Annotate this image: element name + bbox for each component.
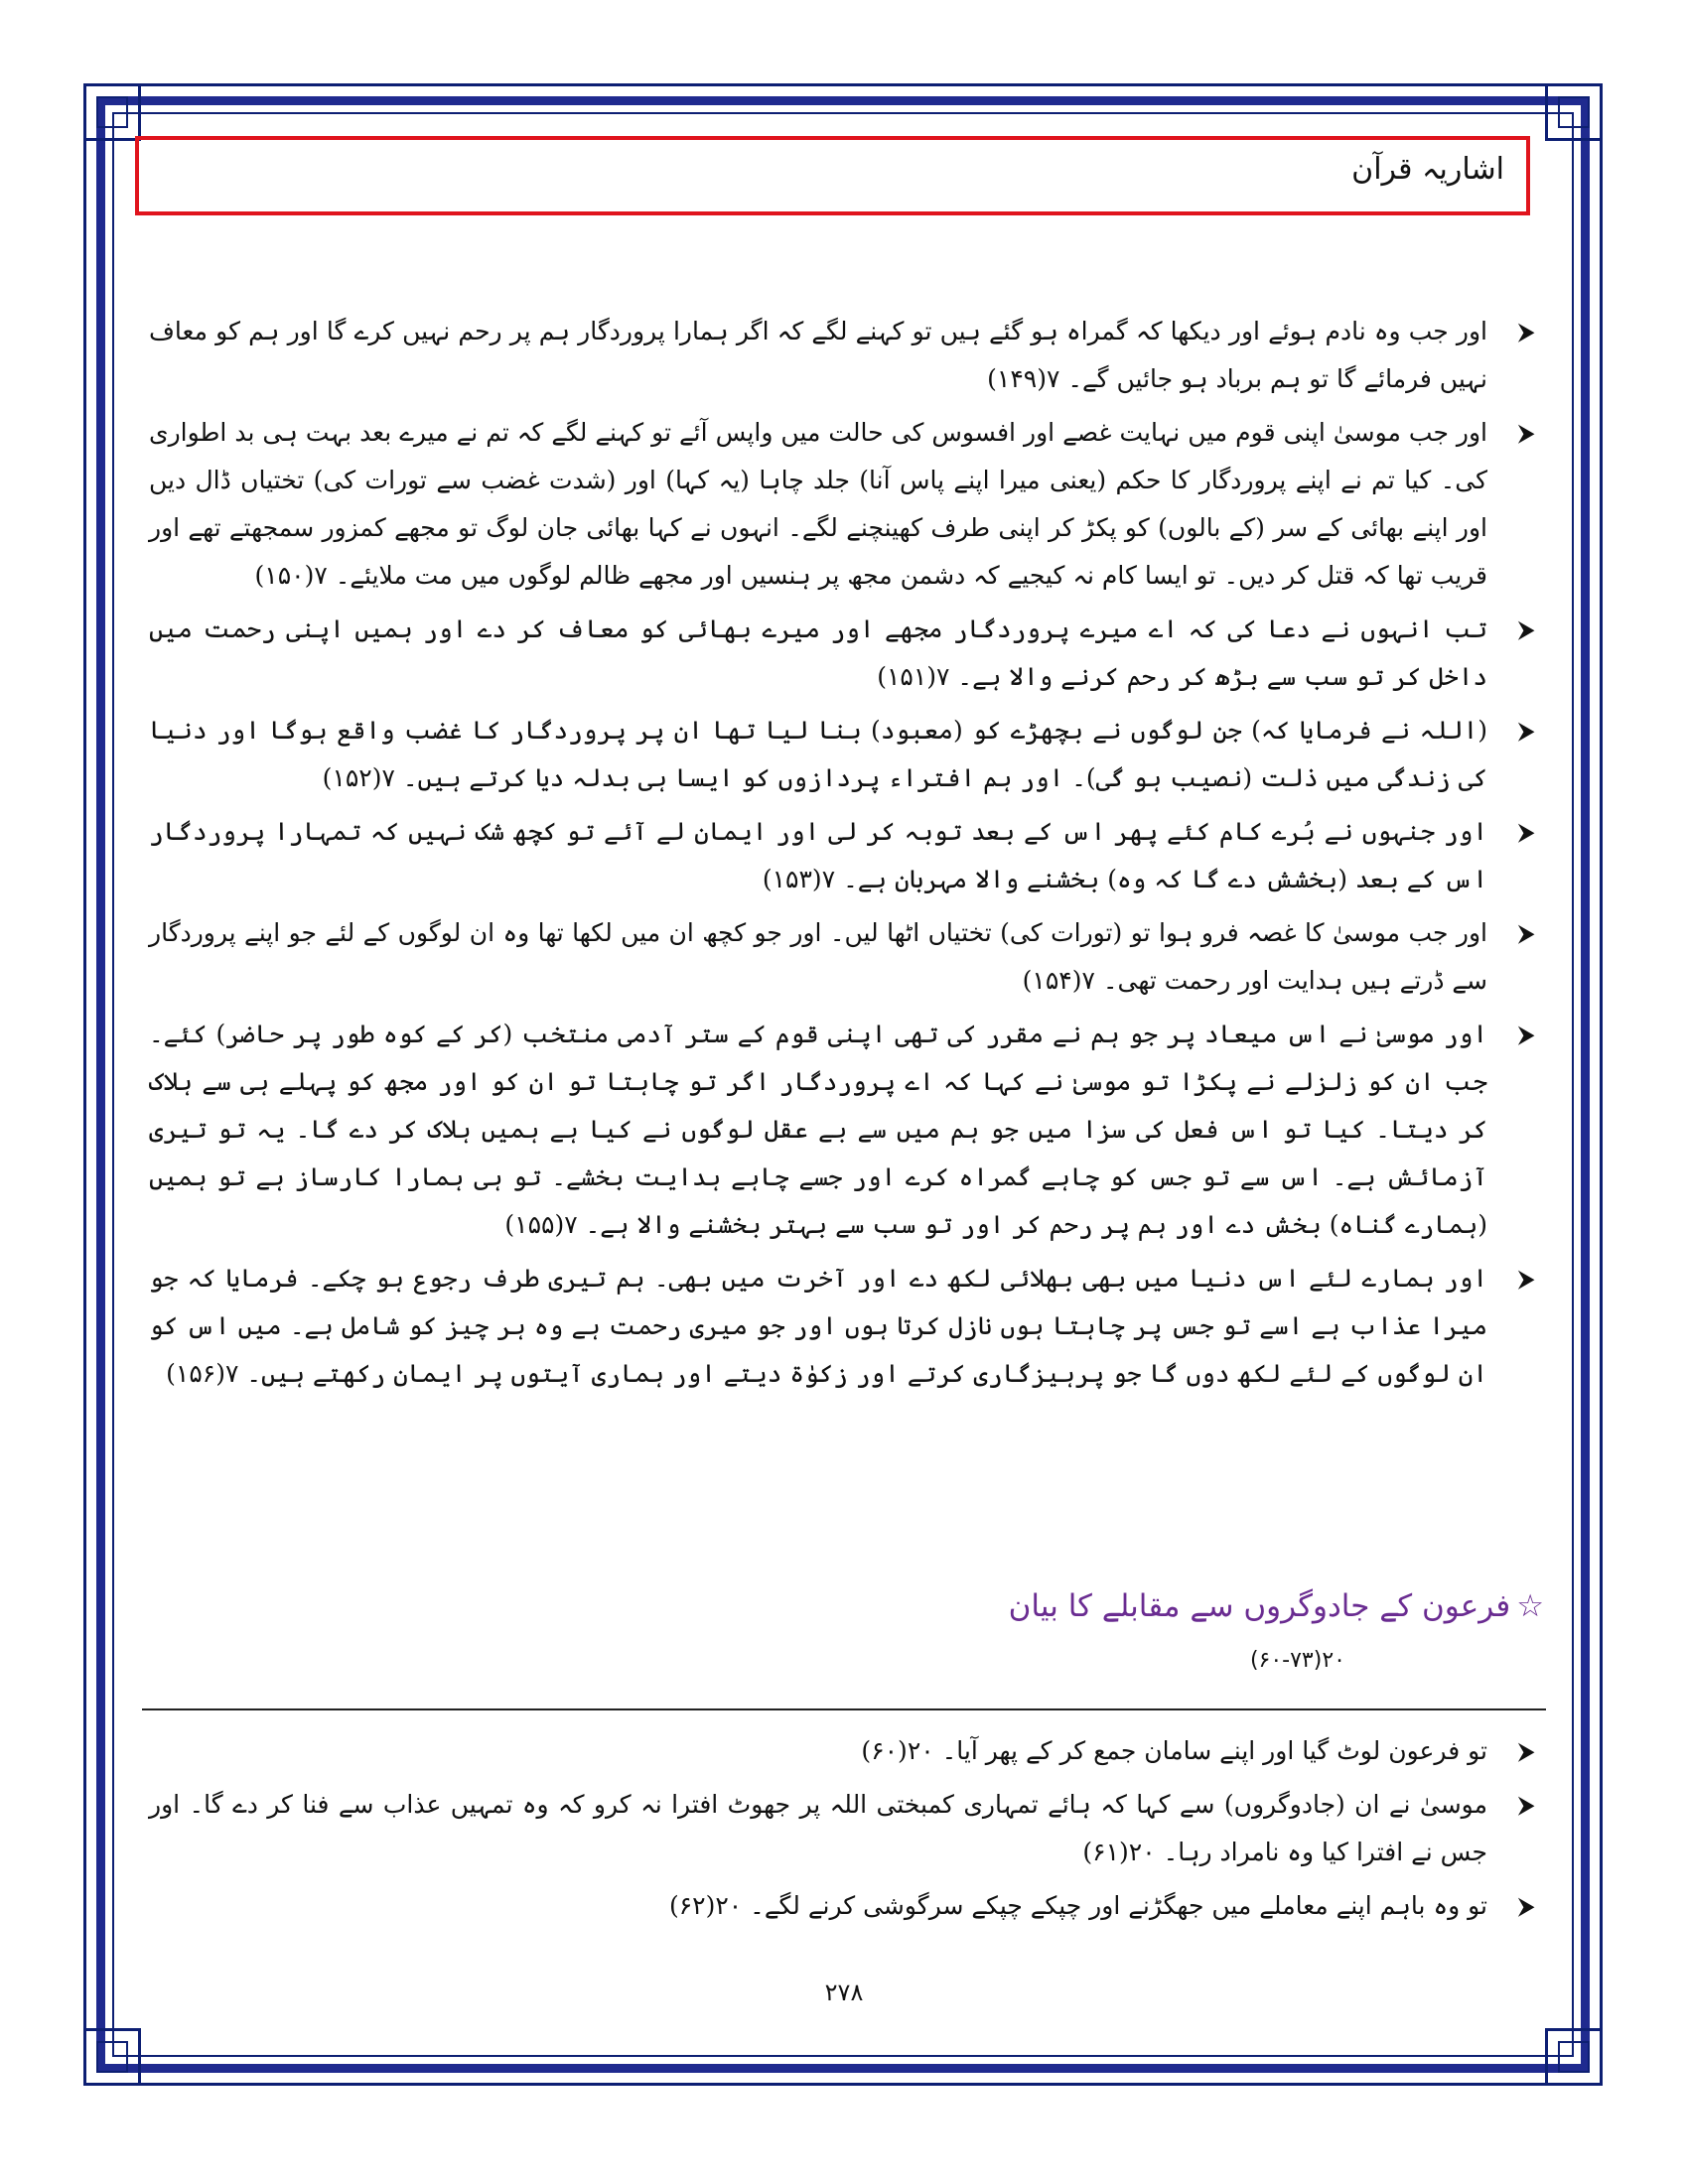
entry-text: اور ہمارے لئے اس دنیا میں بھی بھلائی لکھ دے اور آخرت میں بھی۔ ہم تیری طرف رجوع ہو چکے۔ فرمایا کہ جو میرا عذاب ہے اسے تو جس پر چاہتا ہوں نازل کرتا ہوں اور جو میری رحمت ہے وہ ہر چیز کو شامل ہے۔ میں اس کو ان لوگوں کے لئے لکھ دوں گا جو پرہیزگاری کرتے اور زکوٰۃ دیتے اور ہماری آیتوں پر ایمان رکھتے ہیں۔ ۷(۱۵۶) [149, 1264, 1487, 1388]
entry-text: اور جنہوں نے بُرے کام کئے پھر اس کے بعد توبہ کر لی اور ایمان لے آئے تو کچھ شک نہیں کہ تمہارا پروردگار اس کے بعد (بخشش دے گا کہ وہ) بخشنے والا مہربان ہے۔ ۷(۱۵۳) [149, 817, 1487, 893]
bullet-arrow-icon: ⮞ [1517, 1021, 1535, 1048]
page-number: ۲۷۸ [824, 1979, 864, 2006]
frame-corner-bottom-right [1545, 2028, 1603, 2086]
list-item [149, 409, 1539, 600]
entry-text: اور جب موسیٰ اپنی قوم میں نہایت غصے اور افسوس کی حالت میں واپس آئے تو کہنے لگے کہ تم نے میرے بعد بہت ہی بد اطواری کی۔ کیا تم نے اپنے پروردگار کا حکم (یعنی میرا اپنے پاس آنا) جلد چاہا (یہ کہا) اور (شدت غضب سے تورات کی) تختیاں ڈال دیں اور اپنے بھائی کے سر (کے بالوں) کو پکڑ کر اپنی طرف کھینچنے لگے۔ انہوں نے کہا بھائی جان لوگ تو مجھے کمزور سمجھتے تھے اور قریب تھا کہ قتل کر دیں۔ تو ایسا کام نہ کیجیے کہ دشمن مجھ پر ہنسیں اور مجھے ظالم لوگوں میں مت ملایئے۔ ۷(۱۵۰) [149, 418, 1487, 590]
list-item [149, 1781, 1539, 1876]
list-item [149, 1011, 1539, 1249]
frame-corner-top-right [1545, 83, 1603, 141]
entry-text: تب انہوں نے دعا کی کہ اے میرے پروردگار مجھے اور میرے بھائی کو معاف کر دے اور ہمیں اپنی رحمت میں داخل کر تو سب سے بڑھ کر رحم کرنے والا ہے۔ ۷(۱۵۱) [149, 614, 1487, 691]
entry-text: تو فرعون لوٹ گیا اور اپنے سامان جمع کر کے پھر آیا۔ ۲۰(۶۰) [861, 1736, 1487, 1765]
section-heading-text: فرعون کے جادوگروں سے مقابلے کا بیان [1008, 1588, 1511, 1624]
entry-list-bottom [149, 1727, 1539, 1936]
section-reference: ۲۰(۶۰-۷۳) [1249, 1648, 1345, 1673]
star-icon: ☆ [1516, 1588, 1544, 1624]
frame-corner-top-left [83, 83, 141, 141]
list-item [149, 1255, 1539, 1398]
list-item [149, 606, 1539, 701]
entry-text: موسیٰ نے ان (جادوگروں) سے کہا کہ ہائے تمہاری کمبختی اللہ پر جھوٹ افترا نہ کرو کہ وہ تمہیں عذاب سے فنا کر دے گا۔ اور جس نے افترا کیا وہ نامراد رہا۔ ۲۰(۶۱) [149, 1790, 1487, 1866]
page-title: اشاریہ قرآن [1351, 152, 1504, 187]
bullet-arrow-icon: ⮞ [1517, 318, 1535, 345]
entry-list-top [149, 308, 1539, 1404]
list-item [149, 1882, 1539, 1930]
list-item [149, 808, 1539, 903]
entry-text: (اللہ نے فرمایا کہ) جن لوگوں نے بچھڑے کو (معبود) بنا لیا تھا ان پر پروردگار کا غضب واقع ہوگا اور دنیا کی زندگی میں ذلت (نصیب ہو گی)۔ اور ہم افتراء پردازوں کو ایسا ہی بدلہ دیا کرتے ہیں۔ ۷(۱۵۲) [149, 716, 1487, 792]
header-box [135, 136, 1530, 215]
entry-text: تو وہ باہم اپنے معاملے میں جھگڑنے اور چپکے چپکے سرگوشی کرنے لگے۔ ۲۰(۶۲) [668, 1891, 1487, 1920]
list-item [149, 1727, 1539, 1775]
bullet-arrow-icon: ⮞ [1517, 419, 1535, 447]
bullet-arrow-icon: ⮞ [1517, 717, 1535, 745]
entry-text: اور موسیٰ نے اس میعاد پر جو ہم نے مقرر کی تھی اپنی قوم کے ستر آدمی منتخب (کر کے کوہ طور پر حاضر) کئے۔ جب ان کو زلزلے نے پکڑا تو موسیٰ نے کہا کہ اے پروردگار اگر تو چاہتا تو ان کو اور مجھ کو پہلے ہی سے ہلاک کر دیتا۔ کیا تو اس فعل کی سزا میں جو ہم میں سے بے عقل لوگوں نے کیا ہے ہمیں ہلاک کر دے گا۔ یہ تو تیری آزمائش ہے۔ اس سے تو جس کو چاہے گمراہ کرے اور جسے چاہے ہدایت بخشے۔ تو ہی ہمارا کارساز ہے تو ہمیں (ہمارے گناہ) بخش دے اور ہم پر رحم کر اور تو سب سے بہتر بخشنے والا ہے۔ ۷(۱۵۵) [149, 1020, 1487, 1239]
bullet-arrow-icon: ⮞ [1517, 919, 1535, 947]
list-item [149, 308, 1539, 403]
section-heading [1009, 1588, 1544, 1624]
bullet-arrow-icon: ⮞ [1517, 1265, 1535, 1293]
entry-text: اور جب موسیٰ کا غصہ فرو ہوا تو (تورات کی) تختیاں اٹھا لیں۔ اور جو کچھ ان میں لکھا تھا وہ ان لوگوں کے لئے جو اپنے پروردگار سے ڈرتے ہیں ہدایت اور رحمت تھی۔ ۷(۱۵۴) [149, 918, 1487, 995]
bullet-arrow-icon: ⮞ [1517, 1791, 1535, 1819]
entry-text: اور جب وہ نادم ہوئے اور دیکھا کہ گمراہ ہو گئے ہیں تو کہنے لگے کہ اگر ہمارا پروردگار ہم پر رحم نہیں کرے گا اور ہم کو معاف نہیں فرمائے گا تو ہم برباد ہو جائیں گے۔ ۷(۱۴۹) [149, 317, 1487, 393]
section-divider [142, 1708, 1546, 1710]
bullet-arrow-icon: ⮞ [1517, 1892, 1535, 1920]
bullet-arrow-icon: ⮞ [1517, 818, 1535, 846]
list-item [149, 707, 1539, 802]
bullet-arrow-icon: ⮞ [1517, 1737, 1535, 1765]
bullet-arrow-icon: ⮞ [1517, 615, 1535, 643]
list-item [149, 909, 1539, 1005]
frame-corner-bottom-left [83, 2028, 141, 2086]
